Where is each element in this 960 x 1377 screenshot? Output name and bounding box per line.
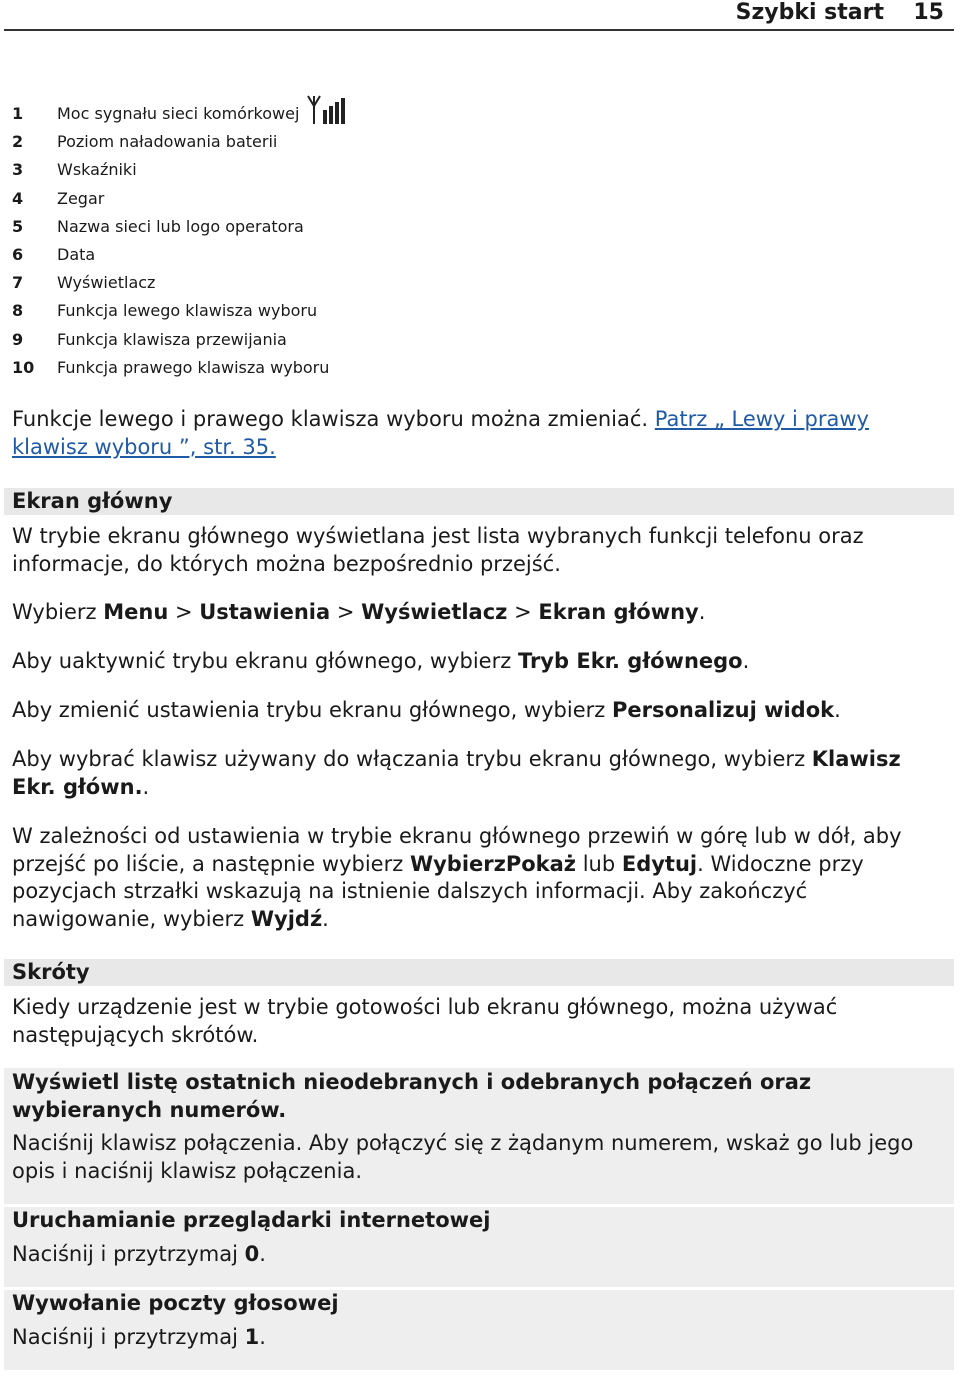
text: . <box>834 698 841 722</box>
shortcut-box <box>4 1068 954 1204</box>
home-intro: W trybie ekranu głównego wyświetlana jest lista wybranych funkcji telefonu oraz informacje, do których można bezpośrednio przejść. <box>12 524 864 576</box>
text: Naciśnij i przytrzymaj <box>12 1242 245 1266</box>
text: . <box>259 1242 266 1266</box>
separator: > <box>168 600 200 624</box>
settings-command: Ustawienia <box>199 600 331 624</box>
menu-command: Menu <box>103 600 169 624</box>
legend-label: Funkcja lewego klawisza wyboru <box>57 301 318 321</box>
text: Aby uaktywnić trybu ekranu głównego, wybierz <box>12 649 518 673</box>
text: . <box>698 600 706 624</box>
legend-item <box>12 128 351 156</box>
legend-number: 4 <box>12 188 24 208</box>
legend-number: 9 <box>12 329 24 349</box>
text: . Widoczne przy pozycjach strzałki wskazują na istnienie dalszych informacji. Aby zakończyć nawigowanie, wybierz <box>12 851 864 931</box>
legend-number: 6 <box>12 244 24 264</box>
legend-item <box>12 269 351 297</box>
activate-instruction <box>12 648 947 676</box>
section-bar-home-screen <box>4 488 954 515</box>
shortcut-key: 0 <box>244 1242 260 1266</box>
legend-item <box>12 297 351 325</box>
edit-command: Edytuj <box>621 851 698 876</box>
legend-item <box>12 213 351 241</box>
select-show-command: WybierzPokaż <box>409 851 577 876</box>
shortcut-title: Wywołanie poczty głosowej <box>12 1291 339 1315</box>
legend-label: Moc sygnału sieci komórkowej <box>57 104 300 123</box>
shortcut-box <box>4 1207 954 1287</box>
legend-label: Funkcja prawego klawisza wyboru <box>57 357 330 377</box>
legend-label: Poziom naładowania baterii <box>57 132 278 152</box>
personalize-instruction <box>12 697 947 725</box>
shortcuts-intro: Kiedy urządzenie jest w trybie gotowości lub ekranu głównego, można używać następujących skrótów. <box>12 995 838 1047</box>
text: . <box>259 1325 266 1349</box>
legend-item <box>12 100 351 128</box>
header-title: Szybki start <box>735 0 884 25</box>
navigation-instruction <box>12 823 947 933</box>
separator: > <box>507 600 539 624</box>
legend-item <box>12 241 351 269</box>
legend-number: 8 <box>12 301 24 321</box>
text: Naciśnij i przytrzymaj <box>12 1325 245 1349</box>
shortcut-description <box>12 1324 947 1352</box>
section-heading: Ekran główny <box>12 489 173 513</box>
page-number: 15 <box>913 0 944 25</box>
legend-label: Wskaźniki <box>57 160 137 180</box>
page-header <box>4 0 954 31</box>
softkey-reference-link[interactable]: Patrz „ Lewy i prawy klawisz wyboru ”, str. 35. <box>12 407 869 459</box>
shortcut-title: Wyświetl listę ostatnich nieodebranych i odebranych połączeń oraz wybieranych numerów. <box>12 1070 812 1122</box>
signal-strength-icon <box>307 94 351 135</box>
legend-item <box>12 156 351 184</box>
shortcut-box <box>4 1290 954 1370</box>
softkey-note-text: Funkcje lewego i prawego klawisza wyboru można zmieniać. <box>12 407 655 431</box>
text: Aby zmienić ustawienia trybu ekranu głównego, wybierz <box>12 698 612 722</box>
callout-legend <box>12 100 351 382</box>
menu-path <box>12 599 947 627</box>
legend-item <box>12 326 351 354</box>
legend-item <box>12 185 351 213</box>
key-command: Klawisz Ekr. główn. <box>12 747 901 799</box>
separator: > <box>330 600 362 624</box>
legend-number: 10 <box>12 357 35 377</box>
softkey-note <box>12 406 947 461</box>
text: lub <box>576 851 622 876</box>
legend-item <box>12 354 351 382</box>
shortcut-title: Uruchamianie przeglądarki internetowej <box>12 1208 491 1232</box>
personalize-command: Personalizuj widok <box>611 698 835 722</box>
legend-label: Wyświetlacz <box>57 273 156 293</box>
shortcut-key: 1 <box>244 1325 260 1349</box>
legend-label: Funkcja klawisza przewijania <box>57 329 287 349</box>
home-screen-command: Ekran główny <box>538 600 699 624</box>
legend-number: 3 <box>12 160 24 180</box>
legend-number: 5 <box>12 216 24 236</box>
text: . <box>142 774 150 799</box>
text: Wybierz <box>12 600 104 624</box>
key-instruction <box>12 746 947 801</box>
section-bar-shortcuts <box>4 959 954 986</box>
legend-number: 7 <box>12 273 24 293</box>
exit-command: Wyjdź <box>250 906 323 931</box>
text: . <box>322 906 329 931</box>
activate-command: Tryb Ekr. głównego <box>517 649 743 673</box>
shortcut-description: Naciśnij klawisz połączenia. Aby połączyć się z żądanym numerem, wskaż go lub jego opis i naciśnij klawisz połączenia. <box>12 1131 914 1183</box>
section-heading: Skróty <box>12 960 90 984</box>
display-command: Wyświetlacz <box>361 600 508 624</box>
legend-label: Zegar <box>57 188 105 208</box>
shortcut-description <box>12 1241 947 1269</box>
legend-number: 2 <box>12 132 24 152</box>
text: . <box>742 649 750 673</box>
text: W zależności od ustawienia w trybie ekranu głównego przewiń w górę lub w dół, aby przejść po liście, a następnie wybierz <box>12 824 902 876</box>
legend-number: 1 <box>12 104 24 123</box>
legend-label: Nazwa sieci lub logo operatora <box>57 216 304 236</box>
legend-label: Data <box>57 244 96 264</box>
text: Aby wybrać klawisz używany do włączania trybu ekranu głównego, wybierz <box>12 747 812 771</box>
